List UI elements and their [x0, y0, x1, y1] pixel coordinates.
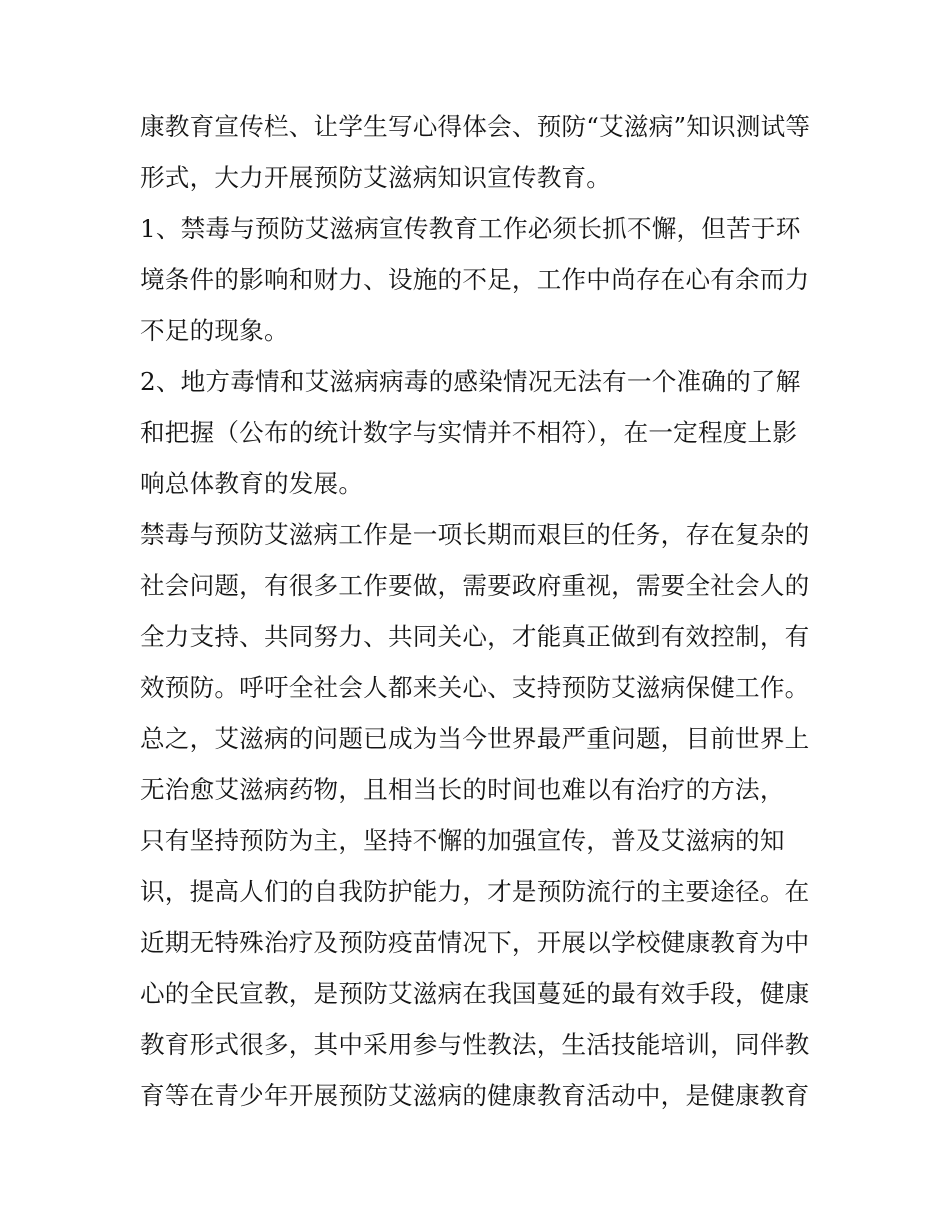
text-line: 无治愈艾滋病药物，且相当长的时间也难以有治疗的方法， [140, 775, 785, 804]
text-line: 教育形式很多，其中采用参与性教法，生活技能培训，同伴教 [140, 1030, 810, 1059]
text-line: 心的全民宣教，是预防艾滋病在我国蔓延的最有效手段，健康 [140, 979, 810, 1008]
text-line: 育等在青少年开展预防艾滋病的健康教育活动中，是健康教育 [140, 1081, 810, 1110]
text-line: 2、地方毒情和艾滋病病毒的感染情况无法有一个准确的了解 [140, 367, 801, 396]
text-line: 不足的现象。 [140, 316, 289, 345]
text-line: 形式，大力开展预防艾滋病知识宣传教育。 [140, 163, 612, 192]
text-line: 禁毒与预防艾滋病工作是一项长期而艰巨的任务，存在复杂的 [140, 520, 810, 549]
text-line: 只有坚持预防为主，坚持不懈的加强宣传，普及艾滋病的知 [140, 826, 785, 855]
text-line: 境条件的影响和财力、设施的不足，工作中尚存在心有余而力 [140, 265, 810, 294]
text-line: 近期无特殊治疗及预防疫苗情况下，开展以学校健康教育为中 [140, 928, 810, 957]
text-line: 响总体教育的发展。 [140, 469, 364, 498]
text-line: 识，提高人们的自我防护能力，才是预防流行的主要途径。在 [140, 877, 810, 906]
text-line: 和把握（公布的统计数字与实情并不相符），在一定程度上影 [140, 418, 798, 447]
text-line: 1、禁毒与预防艾滋病宣传教育工作必须长抓不懈，但苦于环 [140, 214, 801, 243]
document-body [140, 101, 820, 1121]
text-line: 效预防。呼吁全社会人都来关心、支持预防艾滋病保健工作。 [140, 673, 810, 702]
text-line: 康教育宣传栏、让学生写心得体会、预防“艾滋病”知识测试等 [140, 112, 811, 141]
text-line: 社会问题，有很多工作要做，需要政府重视，需要全社会人的 [140, 571, 810, 600]
text-line: 全力支持、共同努力、共同关心，才能真正做到有效控制，有 [140, 622, 810, 651]
text-line: 总之，艾滋病的问题已成为当今世界最严重问题，目前世界上 [140, 724, 810, 753]
